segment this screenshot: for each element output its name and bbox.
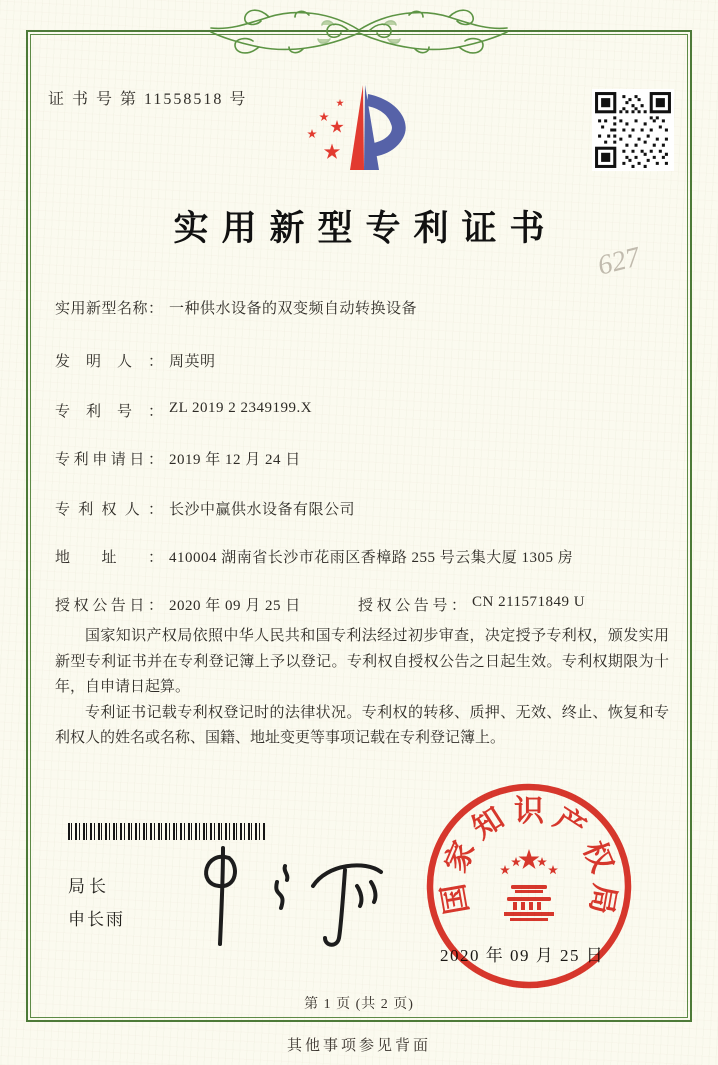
- grant-date-label: 授权公告日：: [55, 598, 163, 614]
- field-row-address: [55, 546, 675, 567]
- grant-number-label: 授权公告号：: [358, 598, 466, 614]
- field-row-filing-date: [55, 448, 675, 469]
- legal-paragraph-1: 国家知识产权局依照中华人民共和国专利法经过初步审查，决定授予专利权，颁发实用新型专利证书并在专利登记簿上予以登记。专利权自授权公告之日起生效。专利权期限为十年，自申请日起算。: [55, 628, 669, 695]
- seal-char: 产: [548, 801, 592, 846]
- back-side-note: 其他事项参见背面: [286, 1038, 431, 1054]
- cnipa-logo-icon: [298, 82, 416, 176]
- field-value: 410004 湖南省长沙市花雨区香樟路 255 号云集大厦 1305 房: [169, 550, 574, 566]
- commissioner-signature-icon: [185, 842, 397, 954]
- commissioner-title: 局长: [68, 877, 110, 896]
- seal-char: 国: [436, 881, 475, 917]
- field-row-patent-number: [55, 400, 675, 421]
- grant-number-value: CN 211571849 U: [472, 594, 586, 610]
- seal-grant-date: 2020 年 09 月 25 日: [440, 946, 605, 965]
- field-row-inventor: [55, 350, 675, 371]
- handwritten-annotation: 627: [594, 241, 644, 282]
- grant-date-value: 2020 年 09 月 25 日: [169, 598, 301, 614]
- field-label: 专利申请日：: [55, 452, 163, 468]
- grant-number-pair: [358, 594, 585, 615]
- field-value: 长沙中赢供水设备有限公司: [169, 502, 356, 518]
- seal-char: 识: [514, 795, 544, 828]
- seal-char: 知: [466, 801, 510, 846]
- field-row-patentee: [55, 498, 675, 519]
- field-label: 实用新型名称：: [55, 301, 163, 317]
- top-flourish-ornament-icon: [199, 3, 519, 59]
- qr-code-icon: [592, 89, 674, 171]
- field-row-utility-model-name: [55, 297, 675, 318]
- field-value: ZL 2019 2 2349199.X: [169, 400, 313, 416]
- field-label: 地址：: [55, 550, 163, 566]
- field-label: 专利号：: [55, 404, 163, 420]
- field-value: 2019 年 12 月 24 日: [169, 452, 301, 468]
- legal-paragraph-2: 专利证书记载专利权登记时的法律状况。专利权的转移、质押、无效、终止、恢复和专利权人的姓名或名称、国籍、地址变更等事项记载在专利登记簿上。: [55, 704, 669, 746]
- seal-char: 家: [439, 836, 482, 878]
- field-value: 周英明: [169, 354, 216, 370]
- official-seal-icon: [416, 773, 642, 999]
- seal-char: 权: [576, 836, 619, 878]
- seal-char: 局: [583, 881, 622, 917]
- page-number: 第 1 页 (共 2 页): [304, 997, 414, 1012]
- national-emblem-icon: [500, 849, 558, 921]
- commissioner-name: 申长雨: [68, 910, 125, 929]
- field-value: 一种供水设备的双变频自动转换设备: [169, 301, 418, 317]
- field-row-grant: [55, 594, 675, 615]
- certificate-title: 实用新型专利证书: [173, 209, 558, 248]
- barcode: [68, 823, 266, 840]
- legal-text-block: [55, 624, 669, 752]
- field-label: 专利权人：: [55, 502, 163, 518]
- certificate-number: 证 书 号 第 11558518 号: [48, 91, 248, 108]
- field-label: 发明人：: [55, 354, 163, 370]
